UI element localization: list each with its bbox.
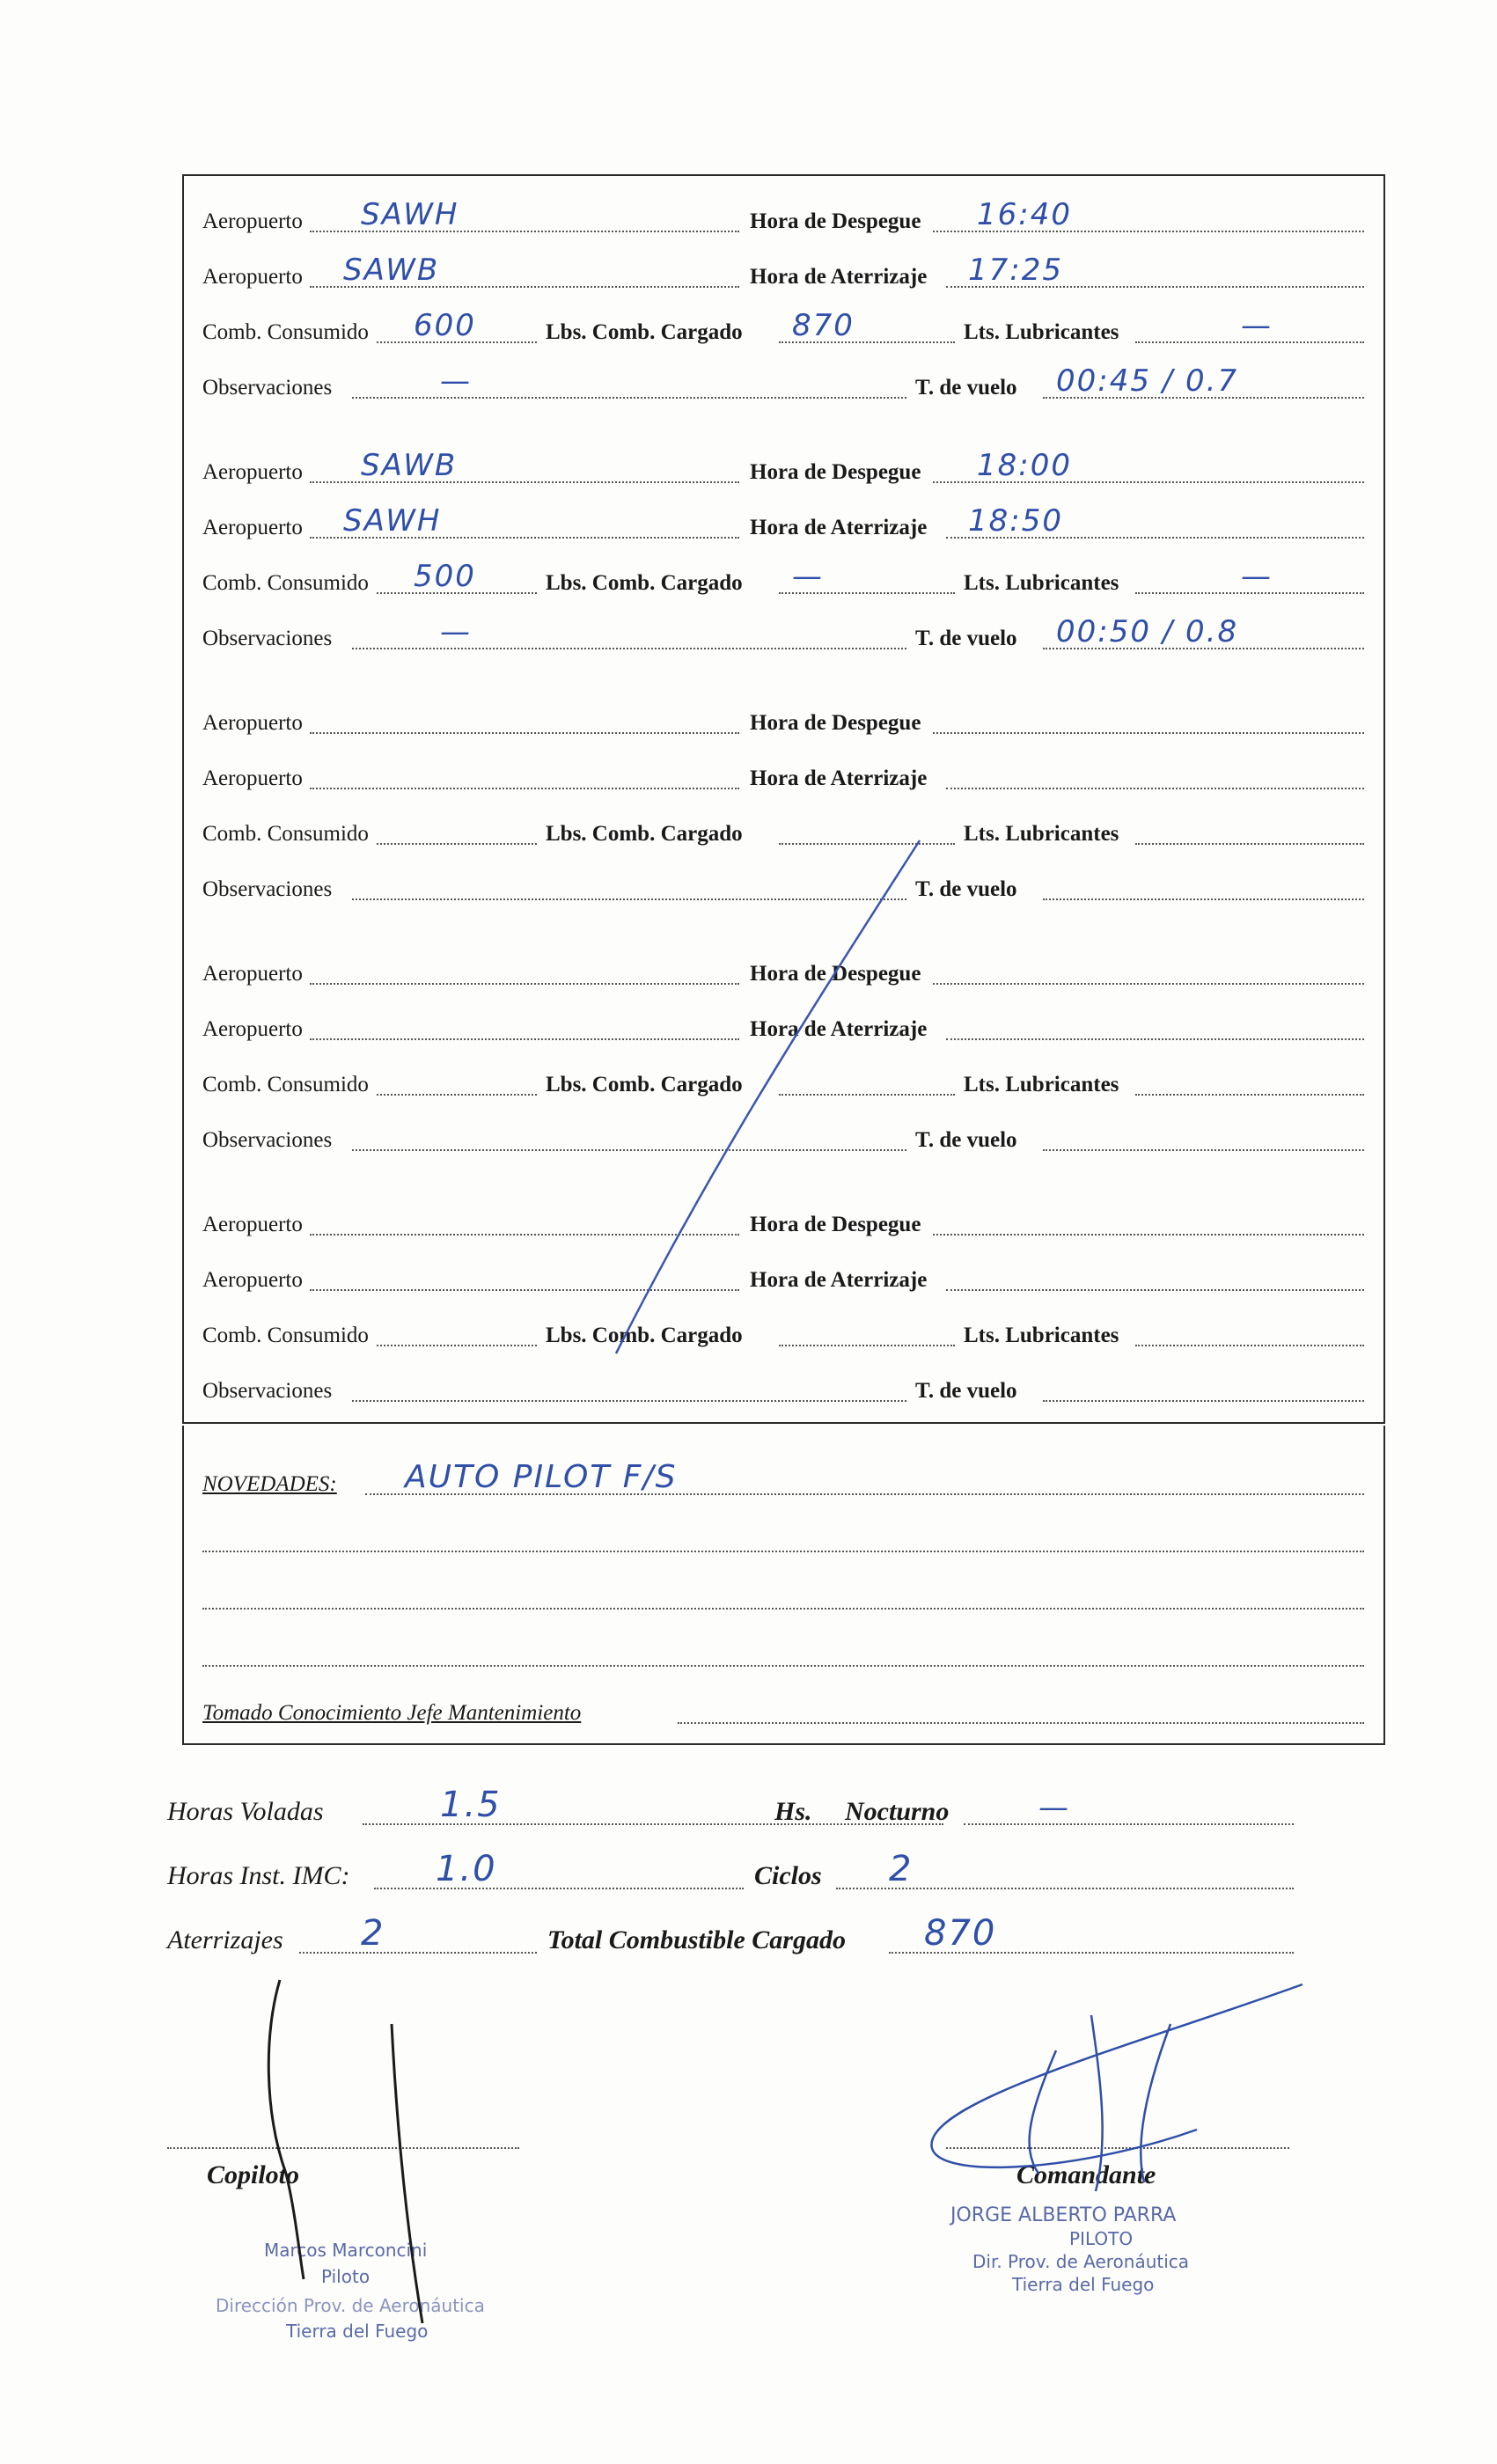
comb-consumido-value: 600 [414,308,476,343]
comandante-signature [931,1984,1303,2191]
cancellation-stroke [616,840,920,1353]
t-de-vuelo-label: T. de vuelo [915,1379,1017,1403]
aeropuerto-label: Aeropuerto [202,1017,303,1041]
comandante-stamp-role: PILOTO [1069,2228,1134,2249]
lbs-comb-cargado-label: Lbs. Comb. Cargado [546,320,743,344]
novedades-label: NOVEDADES: [202,1472,337,1496]
hora-aterrizaje-label: Hora de Aterrizaje [750,516,928,539]
aterrizajes-value: 2 [361,1913,385,1954]
hora-despegue-label: Hora de Despegue [750,460,921,484]
aeropuerto-label: Aeropuerto [202,516,303,539]
aeropuerto-label: Aeropuerto [202,209,303,233]
copiloto-stamp-org: Dirección Prov. de Aeronáutica [216,2295,485,2316]
copiloto-stamp-region: Tierra del Fuego [286,2321,429,2342]
observaciones-label: Observaciones [202,1128,333,1152]
comandante-stamp-name: JORGE ALBERTO PARRA [950,2204,1177,2226]
lbs-comb-cargado-label: Lbs. Comb. Cargado [546,822,743,846]
t-de-vuelo-label: T. de vuelo [915,376,1017,400]
novedades-value: AUTO PILOT F/S [405,1459,678,1495]
comb-consumido-label: Comb. Consumido [202,822,369,846]
observaciones-label: Observaciones [202,877,333,901]
aterrizajes-label: Aterrizajes [167,1925,283,1954]
observaciones-value: — [440,363,472,399]
aeropuerto-label: Aeropuerto [202,460,303,484]
lts-lubricantes-label: Lts. Lubricantes [964,571,1119,595]
observaciones-value: — [440,614,472,649]
observaciones-label: Observaciones [202,1379,333,1403]
nocturno-label: Nocturno [845,1797,950,1826]
hora-despegue-value: 18:00 [977,448,1072,483]
hora-aterrizaje-value: 18:50 [968,503,1063,539]
lts-lubricantes-label: Lts. Lubricantes [964,1073,1119,1096]
ciclos-value: 2 [889,1849,914,1889]
hs-label: Hs. [774,1797,812,1826]
lts-lubricantes-label: Lts. Lubricantes [964,1324,1119,1347]
aeropuerto-label: Aeropuerto [202,766,303,790]
hora-aterrizaje-label: Hora de Aterrizaje [750,265,928,289]
comandante-stamp-region: Tierra del Fuego [1012,2274,1155,2295]
total-combustible-label: Total Combustible Cargado [547,1925,846,1954]
horas-voladas-label: Horas Voladas [167,1797,324,1826]
comandante-label: Comandante [1016,2160,1156,2189]
aeropuerto-label: Aeropuerto [202,711,303,735]
t-de-vuelo-label: T. de vuelo [915,627,1017,650]
comb-consumido-label: Comb. Consumido [202,1073,369,1096]
nocturno-value: — [1038,1790,1070,1825]
tomado-conocimiento-label: Tomado Conocimiento Jefe Mantenimiento [202,1701,582,1725]
comb-consumido-value: 500 [414,559,476,594]
comb-cargado-value: — [792,559,824,594]
horas-voladas-value: 1.5 [440,1785,502,1825]
observaciones-label: Observaciones [202,627,333,650]
lbs-comb-cargado-label: Lbs. Comb. Cargado [546,1324,743,1347]
hora-despegue-label: Hora de Despegue [750,711,921,735]
lts-lubricantes-label: Lts. Lubricantes [964,822,1119,846]
hora-aterrizaje-label: Hora de Aterrizaje [750,766,928,790]
hora-despegue-label: Hora de Despegue [750,209,921,233]
hora-despegue-label: Hora de Despegue [750,962,921,986]
comb-consumido-label: Comb. Consumido [202,571,369,595]
aeropuerto-label: Aeropuerto [202,1268,303,1292]
hora-despegue-value: 16:40 [977,197,1072,232]
hora-aterrizaje-label: Hora de Aterrizaje [750,1268,928,1292]
comandante-stamp-org: Dir. Prov. de Aeronáutica [972,2251,1190,2272]
lbs-comb-cargado-label: Lbs. Comb. Cargado [546,1073,743,1096]
aeropuerto-despegue-value: SAWB [361,448,458,483]
horas-imc-label: Horas Inst. IMC: [167,1861,350,1890]
copiloto-label: Copiloto [207,2160,300,2189]
ciclos-label: Ciclos [754,1861,822,1890]
lts-lubricantes-label: Lts. Lubricantes [964,320,1119,344]
aeropuerto-label: Aeropuerto [202,265,303,289]
lubricantes-value: — [1241,559,1273,594]
observaciones-label: Observaciones [202,376,333,400]
hora-aterrizaje-value: 17:25 [968,253,1063,288]
copiloto-stamp-name: Marcos Marconcini [264,2240,428,2261]
t-de-vuelo-label: T. de vuelo [915,877,1017,901]
aeropuerto-aterrizaje-value: SAWB [343,253,440,288]
aeropuerto-label: Aeropuerto [202,1213,303,1236]
lbs-comb-cargado-label: Lbs. Comb. Cargado [546,571,743,595]
lubricantes-value: — [1241,308,1273,343]
tiempo-vuelo-value: 00:50 / 0.8 [1056,614,1239,649]
t-de-vuelo-label: T. de vuelo [915,1128,1017,1152]
copiloto-stamp-role: Piloto [321,2266,371,2287]
copiloto-signature [268,1980,422,2323]
horas-imc-value: 1.0 [436,1849,497,1889]
aeropuerto-label: Aeropuerto [202,962,303,986]
total-combustible-value: 870 [924,1913,997,1954]
hora-despegue-label: Hora de Despegue [750,1213,921,1236]
aeropuerto-despegue-value: SAWH [361,197,459,232]
comb-cargado-value: 870 [792,308,855,343]
comb-consumido-label: Comb. Consumido [202,320,369,344]
tiempo-vuelo-value: 00:45 / 0.7 [1056,363,1239,399]
hora-aterrizaje-label: Hora de Aterrizaje [750,1017,928,1041]
aeropuerto-aterrizaje-value: SAWH [343,503,442,539]
comb-consumido-label: Comb. Consumido [202,1324,369,1347]
